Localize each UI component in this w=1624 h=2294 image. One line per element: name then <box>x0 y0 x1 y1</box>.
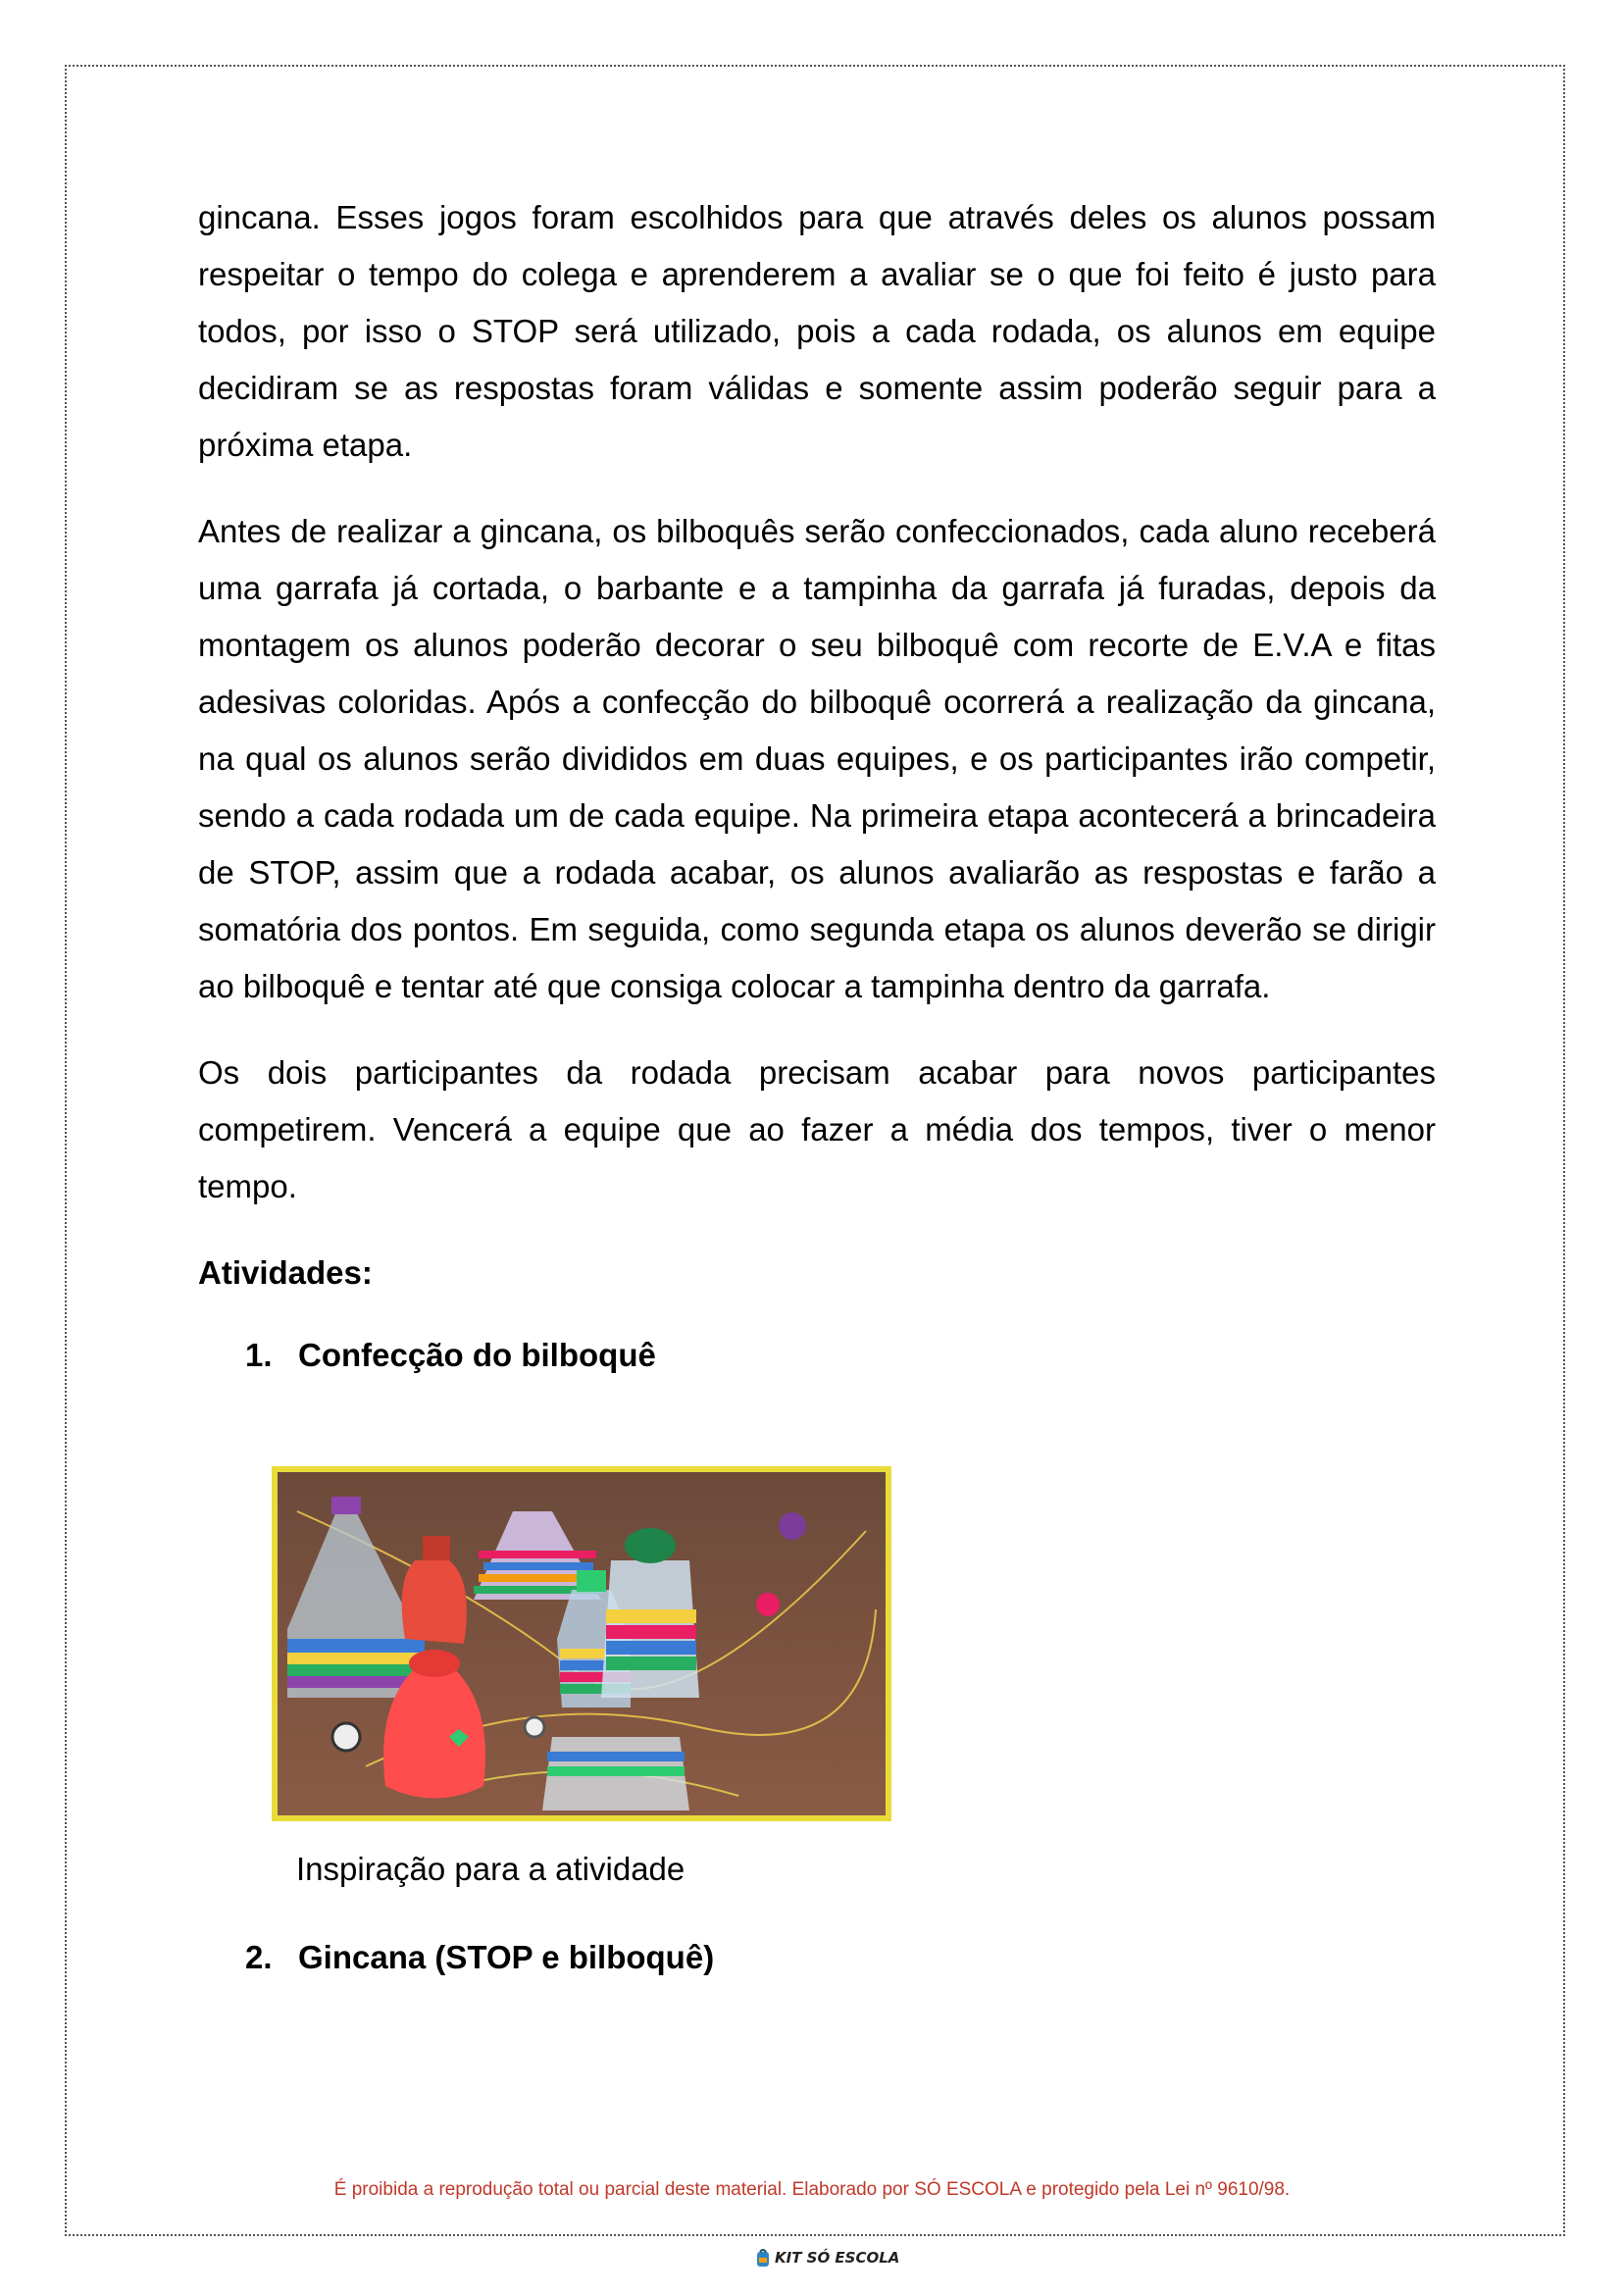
logo-text: KIT SÓ ESCOLA <box>775 2249 900 2267</box>
bilboquet-photo <box>272 1466 891 1821</box>
activity-item-1 <box>245 1327 1436 1384</box>
bilboquet-photo-image <box>278 1472 886 1815</box>
activities-heading: Atividades: <box>198 1254 373 1291</box>
activity-item-2-label: Gincana (STOP e bilboquê) <box>298 1939 715 1975</box>
paragraph-3: Os dois participantes da rodada precisam acabar para novos participantes competirem. Vencerá a equipe que ao fazer a média dos tempos, tiver o menor tempo. <box>198 1054 1436 1204</box>
copyright-notice: É proibida a reprodução total ou parcial deste material. Elaborado por SÓ ESCOLA e protegido pela Lei nº 9610/98. <box>333 2179 1291 2200</box>
activity-item-1-label: Confecção do bilboquê <box>298 1337 656 1373</box>
activity-item-2-number: 2. <box>245 1939 273 1975</box>
paragraph-1: gincana. Esses jogos foram escolhidos para que através deles os alunos possam respeitar o tempo do colega e aprenderem a avaliar se o que foi feito é justo para todos, por isso o STOP será utilizado, pois a cada rodada, os alunos em equipe decidiram se as respostas foram válidas e somente assim poderão seguir para a próxima etapa. <box>198 199 1436 463</box>
activity-item-1-number: 1. <box>245 1337 273 1373</box>
image-caption: Inspiração para a atividade <box>296 1851 685 1887</box>
document-body <box>198 189 1436 1384</box>
paragraph-2: Antes de realizar a gincana, os bilboquês serão confeccionados, cada aluno receberá uma garrafa já cortada, o barbante e a tampinha da garrafa já furadas, depois da montagem os alunos poderão decorar o seu bilboquê com recorte de E.V.A e fitas adesivas coloridas. Após a confecção do bilboquê ocorrerá a realização da gincana, na qual os alunos serão divididos em duas equipes, e os participantes irão competir, sendo a cada rodada um de cada equipe. Na primeira etapa acontecerá a brincadeira de STOP, assim que a rodada acabar, os alunos avaliarão as respostas e farão a somatória dos pontos. Em seguida, como segunda etapa os alunos deverão se dirigir ao bilboquê e tentar até que consiga colocar a tampinha dentro da garrafa. <box>198 513 1436 1004</box>
activity-item-2 <box>245 1936 714 1979</box>
kit-so-escola-logo <box>755 2248 899 2268</box>
backpack-icon <box>755 2248 771 2268</box>
